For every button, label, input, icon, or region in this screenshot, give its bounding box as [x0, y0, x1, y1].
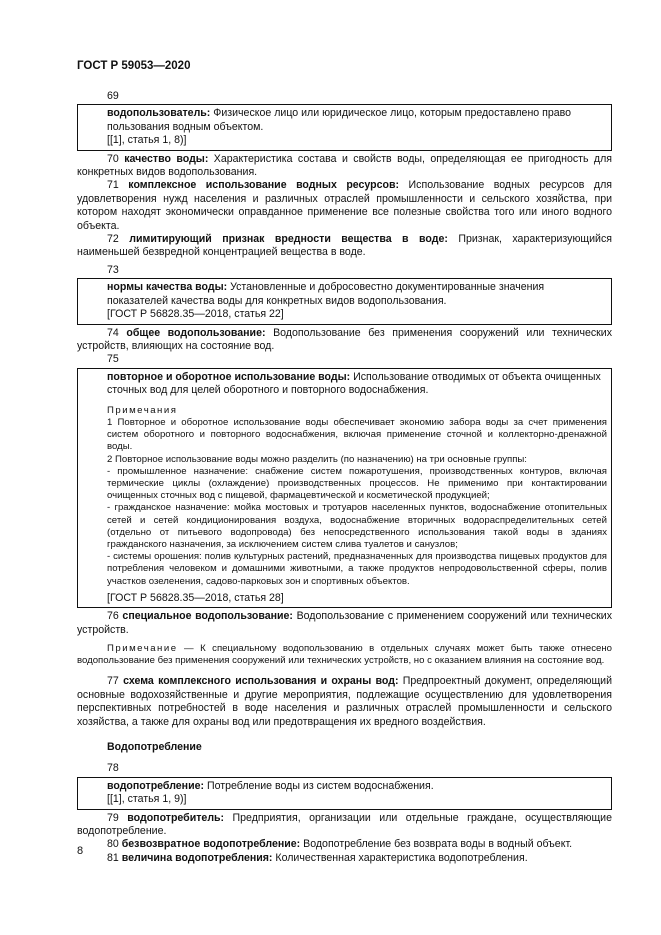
note-text: — К специальному водопользованию в отдельных случаях может быть также отнесено водопользование без применения сооружений или технических устройств, но с оказанием влияния на состояние вод.: [77, 643, 612, 667]
term-71-def: Использование водных ресурсов для удовлетворения нужд населения и различных отраслей промышленности и сельского хозяйства, при котором находят экономически оправданное применение все полезные свойства того или иного водного объекта.: [77, 179, 612, 232]
term-72-term: лимитирующий признак вредности вещества в воде:: [129, 233, 448, 246]
note-irrigation: - системы орошения: полив культурных растений, предназначенных для производства пищевых продуктов для потребления человеком и домашними животными, а также продуктов непродовольственной сферы, полив участков озеленения, садово-парковых зон и спортивных объектов.: [107, 551, 607, 587]
entry-number-69: 69: [107, 90, 119, 102]
term-78-definition: [107, 780, 607, 793]
term-81-term: величина водопотребления:: [121, 851, 273, 864]
term-76: [77, 610, 612, 637]
term-74-term: общее водопользование:: [126, 326, 266, 339]
entry-number-81: 81: [107, 851, 119, 864]
term-79-term: водопотребитель:: [127, 811, 225, 824]
term-73-ref: [ГОСТ Р 56828.35—2018, статья 22]: [107, 308, 284, 321]
term-78-ref: [[1], статья 1, 9)]: [107, 793, 187, 806]
term-80-def: Водопотребление без возврата воды в водный объект.: [300, 838, 573, 851]
note-label: Примечание: [107, 643, 178, 654]
section-title: Водопотребление: [107, 741, 202, 754]
term-69-definition: [107, 107, 607, 134]
term-69-ref: [[1], статья 1, 8)]: [107, 134, 187, 147]
entry-number-80: 80: [107, 838, 119, 851]
term-69-term: водопользователь:: [107, 107, 211, 120]
term-72-def: Признак, характеризующийся наименьшей безвредной концентрацией вещества в воде.: [77, 233, 612, 259]
entry-number-73: 73: [107, 263, 119, 276]
term-72: [77, 233, 612, 260]
term-73-definition: [107, 281, 607, 308]
term-77-def: Предпроектный документ, определяющий основные водохозяйственные и другие мероприятия, подлежащие осуществлению для удовлетворения перспективных потребностей в воде населения и различных отраслей промышленности и сельского хозяйства, а также для охраны вод или предотвращения их вредного воздействия.: [77, 675, 612, 728]
term-75-def: Использование отводимых от объекта очищенных сточных вод для целей оборотного и повторного водоснабжения.: [107, 370, 601, 397]
term-78-term: водопотребление:: [107, 779, 205, 792]
entry-number-72: 72: [107, 233, 119, 246]
term-77: [77, 675, 612, 729]
notes-title: Примечания: [107, 404, 178, 416]
term-75-ref: [ГОСТ Р 56828.35—2018, статья 28]: [107, 591, 284, 604]
standard-header: ГОСТ Р 59053—2020: [77, 60, 191, 72]
entry-number-79: 79: [107, 811, 119, 824]
term-76-note: [77, 643, 612, 667]
note-2: 2 Повторное использование воды можно разделить (по назначению) на три основные группы:: [107, 453, 527, 465]
term-70-def: Характеристика состава и свойств воды, определяющая ее пригодность для конкретных видов водопользования.: [77, 152, 613, 179]
term-81-def: Количественная характеристика водопотребления.: [272, 851, 528, 864]
term-79: [77, 812, 612, 839]
term-80: [77, 838, 612, 851]
term-80-term: безвозвратное водопотребление:: [121, 838, 301, 851]
entry-number-78: 78: [107, 762, 119, 775]
note-industrial: - промышленное назначение: снабжение систем пожаротушения, производственных контуров, включая термические циклы (охлаждение) производственных процессов. Не применимо при контактировании очищенных сточных вод с пищевой, фармацевтической и косметической продукцией;: [107, 465, 607, 502]
term-71: [77, 179, 612, 233]
term-75-term: повторное и оборотное использование воды:: [107, 370, 351, 383]
term-79-def: Предприятия, организации или отдельные граждане, осуществляющие водопотребление.: [77, 811, 612, 838]
note-civil: - гражданское назначение: мойка мостовых и тротуаров населенных пунктов, водоснабжение отопительных сетей и сетей кондиционирования воздуха, водоснабжение вторичных водораспределительных сетей (отдельно от питьевого водопровода) без непосредственного использования такой воды в зданиях гражданского назначения, за исключением систем слива туалетов и санузлов;: [107, 502, 607, 550]
entry-number-75: 75: [107, 353, 119, 366]
term-73-def: Установленные и добросовестно документированные значения показателей качества воды для конкретных видов водопользования.: [107, 281, 545, 307]
term-76-def: Водопользование с применением сооружений или технических устройств.: [77, 610, 612, 636]
term-70-term: качество воды:: [124, 152, 209, 165]
term-77-term: схема комплексного использования и охраны вод:: [123, 675, 399, 688]
document-body: [77, 90, 612, 865]
term-71-term: комплексное использование водных ресурсов:: [128, 179, 400, 192]
entry-number-77: 77: [107, 675, 119, 688]
entry-number-70: 70: [107, 152, 119, 165]
term-box-69: [77, 104, 612, 150]
term-75-definition: [107, 371, 607, 398]
term-81: [77, 852, 612, 865]
term-box-75: [77, 368, 612, 608]
entry-number-76: 76: [107, 610, 119, 623]
term-box-78: [77, 777, 612, 810]
term-70: [77, 153, 612, 180]
term-76-term: специальное водопользование:: [122, 610, 293, 623]
term-74-def: Водопользование без применения сооружений или технических устройств, влияющих на состояние вод.: [77, 326, 612, 352]
entry-number-74: 74: [107, 326, 119, 339]
term-78-def: Потребление воды из систем водоснабжения.: [204, 779, 434, 792]
page-number: 8: [77, 845, 84, 857]
term-69-def: Физическое лицо или юридическое лицо, которым предоставлено право пользования водным объектом.: [107, 107, 572, 133]
entry-number-71: 71: [107, 179, 119, 192]
note-1: 1 Повторное и оборотное использование воды обеспечивает экономию забора воды за счет применения систем оборотного и повторного водоснабжения, включая применение сточной и коллекторно-дренажной воды.: [107, 416, 607, 453]
term-box-73: [77, 278, 612, 324]
term-73-term: нормы качества воды:: [107, 281, 228, 294]
term-74: [77, 327, 612, 354]
